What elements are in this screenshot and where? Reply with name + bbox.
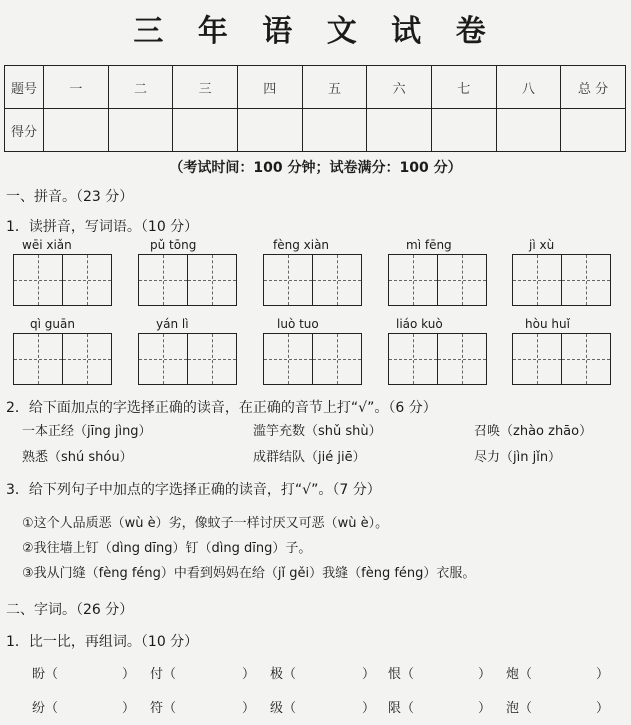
header-cell: 六: [367, 66, 432, 109]
compare-char: 炮（: [506, 667, 533, 682]
sentence-line[interactable]: ②我往墙上钉（dìng dīng）钉（dìng dīng）子。: [22, 541, 312, 556]
pinyin-label: jì xù: [529, 238, 555, 252]
pinyin-label: fèng xiàn: [273, 238, 330, 252]
pinyin-label: hòu huǐ: [525, 317, 570, 331]
pinyin-label: pǔ tōng: [150, 238, 197, 252]
compare-blank[interactable]: ）: [478, 701, 492, 716]
sentence-line[interactable]: ①这个人品质恶（wù è）劣，像蚊子一样讨厌又可恶（wù è）。: [22, 516, 389, 531]
compare-blank[interactable]: ）: [596, 701, 610, 716]
compare-char: 盼（: [32, 667, 59, 682]
score-cell[interactable]: [496, 109, 561, 152]
header-cell: 七: [431, 66, 496, 109]
compare-blank[interactable]: ）: [122, 667, 136, 682]
s1-q3-title: 3．给下列句子中加点的字选择正确的读音，打“√”。（7 分）: [6, 482, 381, 498]
s2-q1-title: 1．比一比，再组词。（10 分）: [6, 634, 199, 650]
pinyin-label: wēi xiǎn: [22, 238, 72, 252]
header-cell: 四: [237, 66, 302, 109]
header-cell: 一: [44, 66, 109, 109]
writing-grid[interactable]: [388, 254, 487, 306]
score-cell[interactable]: [44, 109, 109, 152]
pinyin-label: mì fēng: [406, 238, 452, 252]
header-cell: 题号: [5, 66, 44, 109]
score-cell[interactable]: [108, 109, 173, 152]
writing-grid[interactable]: [263, 333, 362, 385]
header-cell: 总 分: [561, 66, 626, 109]
s1-q1-title: 1．读拼音，写词语。（10 分）: [6, 219, 199, 235]
reading-choice[interactable]: 召唤（zhào zhāo）: [474, 424, 593, 439]
score-cell[interactable]: [561, 109, 626, 152]
score-table-header-row: [5, 66, 626, 109]
writing-grid[interactable]: [138, 254, 237, 306]
compare-char: 极（: [270, 667, 297, 682]
writing-grid[interactable]: [13, 333, 112, 385]
s1-q2-title: 2．给下面加点的字选择正确的读音，在正确的音节上打“√”。（6 分）: [6, 400, 437, 416]
writing-grid[interactable]: [263, 254, 362, 306]
header-cell: 八: [496, 66, 561, 109]
reading-choice[interactable]: 熟悉（shú shóu）: [22, 450, 133, 465]
section2-title: 二、字词。（26 分）: [6, 602, 134, 618]
compare-blank[interactable]: ）: [242, 667, 256, 682]
writing-grid[interactable]: [13, 254, 112, 306]
reading-choice[interactable]: 尽力（jìn jǐn）: [474, 450, 562, 465]
writing-grid[interactable]: [138, 333, 237, 385]
pinyin-label: qì guān: [30, 317, 75, 331]
section1-title: 一、拼音。（23 分）: [6, 189, 134, 205]
score-cell[interactable]: [431, 109, 496, 152]
reading-choice[interactable]: 一本正经（jīng jìng）: [22, 424, 152, 439]
score-cell[interactable]: [237, 109, 302, 152]
compare-char: 恨（: [388, 667, 415, 682]
compare-blank[interactable]: ）: [478, 667, 492, 682]
writing-grid[interactable]: [512, 254, 611, 306]
score-cell[interactable]: [302, 109, 367, 152]
compare-char: 泡（: [506, 701, 533, 716]
pinyin-label: yán lì: [156, 317, 189, 331]
compare-char: 符（: [150, 701, 177, 716]
compare-blank[interactable]: ）: [596, 667, 610, 682]
writing-grid[interactable]: [512, 333, 611, 385]
compare-blank[interactable]: ）: [242, 701, 256, 716]
exam-info: （考试时间：100 分钟；试卷满分：100 分）: [169, 160, 462, 176]
header-cell: 五: [302, 66, 367, 109]
score-table: [4, 65, 626, 152]
pinyin-label: liáo kuò: [396, 317, 443, 331]
score-cell[interactable]: [173, 109, 238, 152]
compare-blank[interactable]: ）: [362, 701, 376, 716]
reading-choice[interactable]: 成群结队（jié jiē）: [253, 450, 366, 465]
compare-char: 付（: [150, 667, 177, 682]
header-cell: 二: [108, 66, 173, 109]
sentence-line[interactable]: ③我从门缝（fèng féng）中看到妈妈在给（jǐ gěi）我缝（fèng féng）衣服。: [22, 566, 476, 581]
writing-grid[interactable]: [388, 333, 487, 385]
compare-char: 限（: [388, 701, 415, 716]
compare-blank[interactable]: ）: [362, 667, 376, 682]
compare-char: 纷（: [32, 701, 59, 716]
score-cell[interactable]: [367, 109, 432, 152]
score-table-score-row: [5, 109, 626, 152]
reading-choice[interactable]: 滥竽充数（shǔ shù）: [253, 424, 382, 439]
exam-title: 三 年 语 文 试 卷: [133, 14, 498, 49]
row-label: 得分: [5, 109, 44, 152]
compare-blank[interactable]: ）: [122, 701, 136, 716]
compare-char: 级（: [270, 701, 297, 716]
pinyin-label: luò tuo: [277, 317, 319, 331]
header-cell: 三: [173, 66, 238, 109]
